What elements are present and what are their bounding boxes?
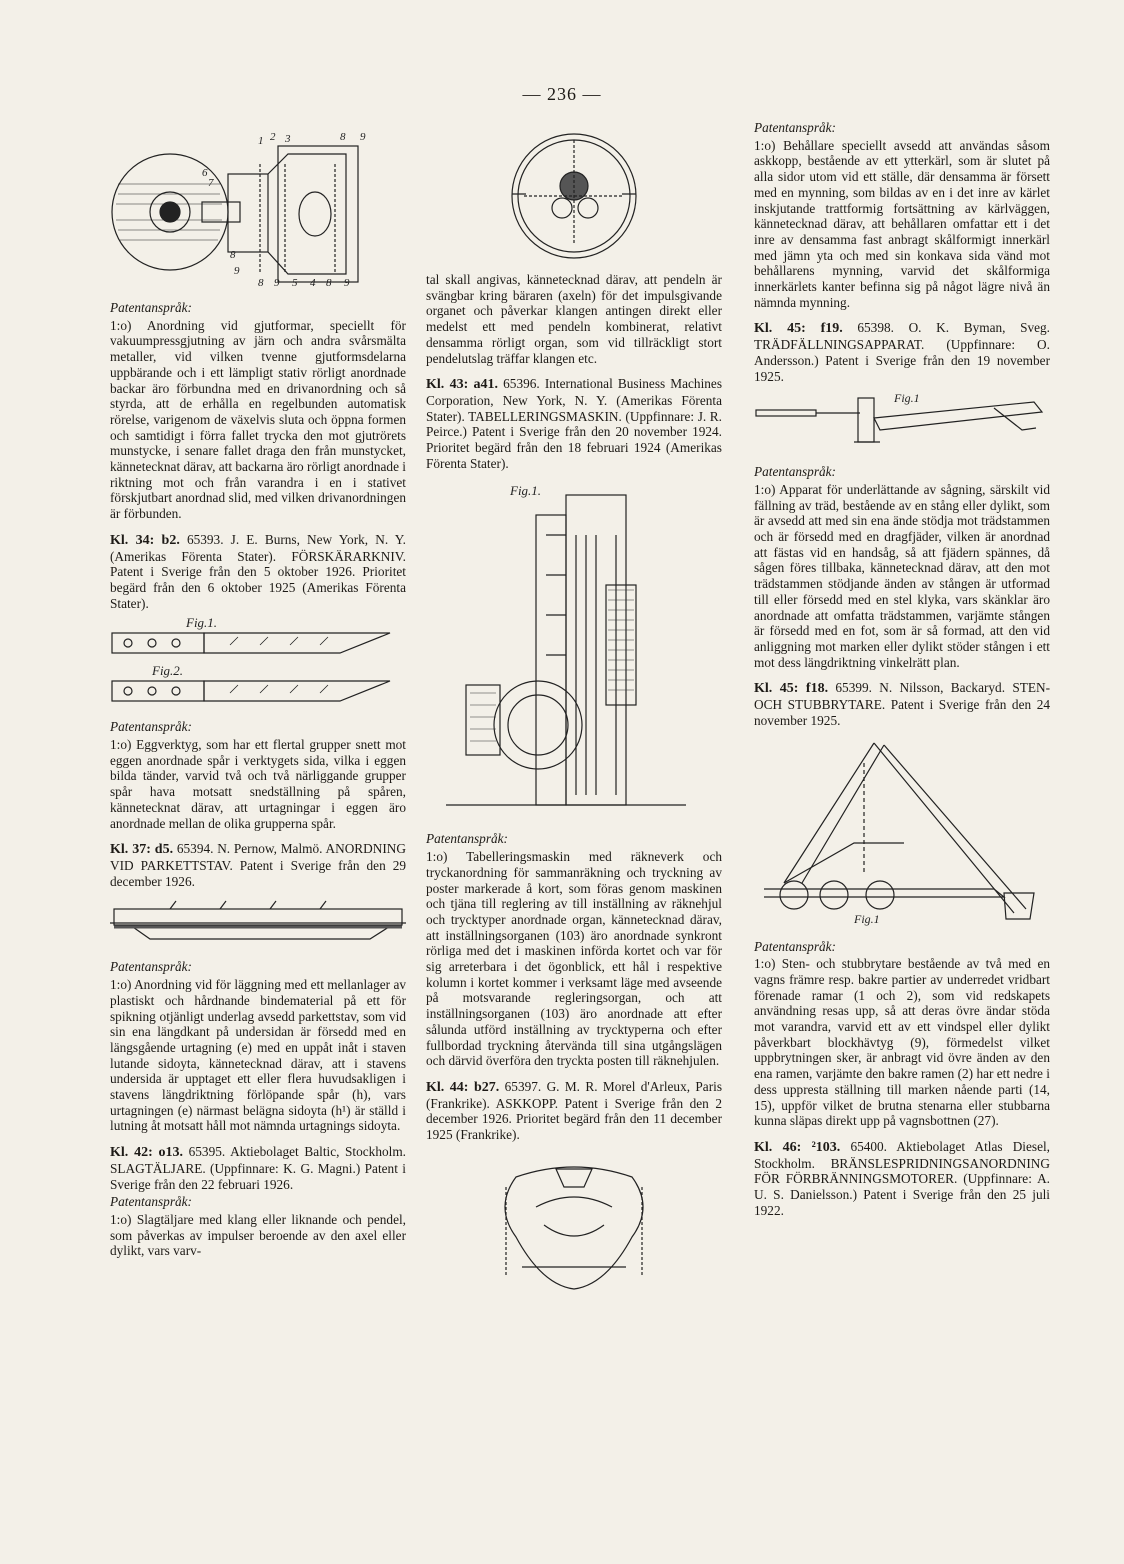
fig-label: 9: [274, 277, 280, 289]
patent-claim-heading: Patentanspråk:: [110, 300, 192, 315]
fig-label: 8: [326, 277, 332, 289]
patent-claim-heading: Patentanspråk:: [110, 959, 192, 975]
patent-claim-text: 1:o) Apparat för underlättande av sågning, särskilt vid fällning av träd, bestående av en stång eller dylikt, som är avsedd att med sin ena ände stödja mot trädstammen och är försedd med en dragfjäder, vilken är anordnad att fästas vid en handsåg, så att fjädern spännes, då sågen föres tillbaka, kännetecknad därav, att den mot trädstammen stödjande änden av stången är utformad till eller försedd med en stel klyka, vars skänklar äro anordnade att omfatta trädstammen, varjämte stången är försedd med en fot, som är så formad, att den vid anliggning mot marken eller dylikt stöder stången i ett mot dess längdriktning vinkelrätt plan.: [754, 481, 1050, 670]
column-right: [754, 120, 1050, 1220]
patent-class: Kl. 37: d5.: [110, 842, 174, 858]
patent-claim-text: 1:o) Behållare speciellt avsedd att användas såsom askkopp, bestående av ett ytterkärl, som är slutet på alla sidor utom vid ett ställe, där densamma är försett med en mynning, som bildas av en i det inre av kärlet inskjutande trattformig fortsättning av kärlväggen, kännetecknad därav, att behållaren omfattar ett i det inre av densamma fast anbragt skålformigt innerkärl med jämn yta och med sin konkava sida vänd mot behållarens mynning, varvid det skålformiga innerkärlets kanter befinna sig på något lägre nivå än nämnda mynning.: [754, 137, 1050, 310]
fig-caption: Fig.1.: [510, 483, 542, 499]
patent-entry: [754, 1139, 1050, 1219]
page-number: — 236 —: [522, 84, 602, 104]
fig-label: 8: [230, 249, 236, 261]
patent-class: Kl. 43: a41.: [426, 377, 499, 393]
patent-entry-text: 65400. Aktiebolaget Atlas Diesel, Stockholm. BRÄNSLESPRIDNINGSANORDNING FÖR FÖRBRÄNNINGSMOTORER. (Uppfinnare: A. U. S. Danielsson.) Patent i Sverige från den 25 juli 1922.: [754, 1138, 1051, 1218]
patent-entry-text: 65393. J. E. Burns, New York, N. Y. (Amerikas Förenta Stater). FÖRSKÄRARKNIV. Patent i Sverige från den 5 oktober 1926. Prioritet begärd från den 6 oktober 1925 (Amerikas Förenta Stater).: [110, 531, 406, 611]
fig-label: 5: [292, 277, 298, 289]
patent-class: Kl. 44: b27.: [426, 1079, 500, 1095]
patent-entry-text: 65396. International Business Machines Corporation, New York, N. Y. (Amerikas Förenta Stater). TABELLERINGSMASKIN. (Uppfinnare: J. R. Peirce.) Patent i Sverige från den 20 november 1924. Prioritet begärd från den 18 februari 1924 (Amerikas Förenta Stater).: [426, 376, 722, 471]
patent-claim-text: 1:o) Sten- och stubbrytare bestående av två med en vagns främre resp. bakre partier av underredet vridbart förenade ramar (1 och 2), som vid redskapets användning resas upp, så att deras övre ändar stöda mot varandra, varvid ett av ett vindspel eller dylikt påverkbart blockhävtyg (9), förmedelst vilket uppbrytningen sker, är anbragt vid övre änden av den ena ramen, varjämte den bakre ramen (2) har ett nedre i dess uppresta ställning till marken nående parti (14, 15), uppför vilket de brutna stenarna eller stubbarna kunna släpas direkt upp på vagnsbottnen (27).: [754, 956, 1050, 1129]
ashtray-figure: [426, 1147, 722, 1307]
saw-apparatus-figure: [754, 388, 1050, 458]
fig-label: 7: [208, 177, 214, 189]
fig-label: 1: [258, 135, 264, 147]
patent-entry: [110, 1144, 406, 1192]
patent-claim-heading: Patentanspråk:: [754, 938, 836, 954]
patent-class: Kl. 42: o13.: [110, 1145, 184, 1161]
patent-class: Kl. 46: ²103.: [754, 1139, 841, 1155]
fig-label: 4: [310, 277, 316, 289]
patent-entry-text: 65398. O. K. Byman, Sveg. TRÄDFÄLLNINGSAPPARAT. (Uppfinnare: O. Andersson.) Patent i Sverige från den 19 november 1925.: [754, 320, 1050, 384]
column-left: [110, 120, 406, 1261]
patent-claim-text: tal skall angivas, kännetecknad därav, att pendeln är svängbar kring bäraren (axeln) för det impulsgivande organet och påverkar klangen antingen direkt eller medelst ett med pendeln kombinerat, relativt densamma rörligt organ, som vid tillräckligt stort pendelutslag träffar klangen etc.: [426, 272, 722, 366]
column-middle: [426, 120, 722, 1313]
patent-claim-text: 1:o) Anordning vid för läggning med ett mellanlager av plastiskt och hårdnande bindematerial på ett för spikning otjänligt underlag avsedd parkettstav, som vid sin ena längdkant på undersidan är försedd med en längsgående urtagning (e) med en uppåt inåt i staven lutande sidoyta, kännetecknad därav, att i stavens undersida är upptaget ett eller flera huvudsakligen i stavens längdriktning förlöpande spår (h), vars urtagningen (e) närmast belägna sidoyta (h¹) är ställd i lutning åt motsatt håll mot nämnda urtagnings sidoyta.: [110, 977, 406, 1134]
fig-label: 2: [270, 131, 276, 143]
tabulating-machine-figure: [426, 475, 722, 825]
patent-class: Kl. 45: f18.: [754, 681, 829, 697]
patent-entry-text: 65399. N. Nilsson, Backaryd. STEN- OCH STUBBRYTARE. Patent i Sverige från den 24 november 1925.: [754, 680, 1051, 728]
fig-label: 9: [344, 277, 350, 289]
knife-figure: [110, 615, 406, 713]
fig-caption: Fig.1.: [186, 615, 218, 631]
parquet-figure: [110, 893, 406, 953]
patent-entry-text: 65397. G. M. R. Morel d'Arleux, Paris (Frankrike). ASKKOPP. Patent i Sverige från den 2 december 1926. Prioritet begärd från den 11 december 1925 (Frankrike).: [426, 1078, 722, 1143]
patent-claim-text: 1:o) Slagtäljare med klang eller liknande och pendel, som påverkas av impulser beroende av den axel eller dylikt, vars varv-: [110, 1211, 406, 1259]
fig-label: 6: [202, 167, 208, 179]
counter-dial-figure: [426, 124, 722, 266]
patent-claim-heading: Patentanspråk:: [110, 1194, 192, 1210]
patent-entry: [754, 320, 1050, 384]
fig-label: 8: [340, 131, 346, 143]
patent-entry: [110, 532, 406, 612]
patent-claim-text: 1:o) Anordning vid gjutformar, speciellt för vakuumpressgjutning av järn och andra svårsmälta metaller, vid vilken tvenne gjutformsdelarna uppbärande och i ett lämpligt stativ rörligt anordnade backar äro förbundna med en drivanordning och så styrda, att de erhålla en regelbunden automatisk rörelse, varigenom de växelvis sluta och öppna formen och samtidigt i förra fallet trycka den mot gjutrörets munstycke, i senare fallet draga den från munstycket, kännetecknat därav, att backarna äro rörligt anordnade i riktning mot och från varandra i en i stativet förskjutbart anordnad slid, med vilken drivanordningen är förbunden.: [110, 317, 406, 522]
fig-caption: Fig.1: [854, 911, 880, 926]
fig-caption: Fig.2.: [152, 663, 184, 679]
patent-claim-heading: Patentanspråk:: [426, 831, 508, 847]
patent-entry: [426, 376, 722, 471]
patent-claim-heading: Patentanspråk:: [754, 464, 836, 480]
fig-label: 9: [360, 131, 366, 143]
patent-entry-text: 65395. Aktiebolaget Baltic, Stockholm. SLAGTÄLJARE. (Uppfinnare: K. G. Magni.) Patent i Sverige från den 22 februari 1926.: [110, 1144, 406, 1192]
stump-puller-figure: [754, 733, 1050, 933]
patent-claim-heading: Patentanspråk:: [110, 719, 192, 735]
patent-class: Kl. 45: f19.: [754, 321, 843, 337]
patent-entry-text: 65394. N. Pernow, Malmö. ANORDNING VID PARKETTSTAV. Patent i Sverige från den 29 december 1926.: [110, 841, 407, 889]
casting-mold-figure: [110, 124, 406, 294]
patent-entry: [754, 680, 1050, 728]
fig-caption: Fig.1: [894, 391, 920, 406]
patent-class: Kl. 34: b2.: [110, 532, 180, 548]
fig-label: 3: [285, 133, 291, 145]
patent-claim-text: 1:o) Eggverktyg, som har ett flertal grupper snett mot eggen anordnade spår i verktygets sida, vilka i eggen bilda tänder, varvid två och två närliggande grupper spår hava motsatt snedställning på spåren, kännetecknat därav, att urtagningar i eggen äro anordnade mellan de olika grupperna spår.: [110, 737, 406, 831]
fig-label: 9: [234, 265, 240, 277]
patent-claim-heading: Patentanspråk:: [754, 120, 836, 135]
patent-claim-text: 1:o) Tabelleringsmaskin med räkneverk och tryckanordning för sammanräkning och tryckning av poster markerade å kort, som föras genom maskinen och tjäna till reglering av till inställning av räknehjul och trycktyper anordnade organ, kännetecknad därav, att inställningsorganen (103) äro anordnade synkront rörliga med det i maskinen införda kortet och var för sig arreterbara i det ögonblick, ett hål i respektive kolumn i kortet kommer i verksamt läge med avseende på motsvarande regleringsorgan, och att inställningsorganen (103) äro anordnade att efter sålunda utförd inställning av trycktyperna och efter fullbordad tryckning återvända till sina utgångslägen och därvid överföra den tryckta posten till räknehjulen.: [426, 849, 722, 1069]
patent-entry: [426, 1079, 722, 1143]
patent-entry: [110, 841, 406, 889]
fig-label: 8: [258, 277, 264, 289]
